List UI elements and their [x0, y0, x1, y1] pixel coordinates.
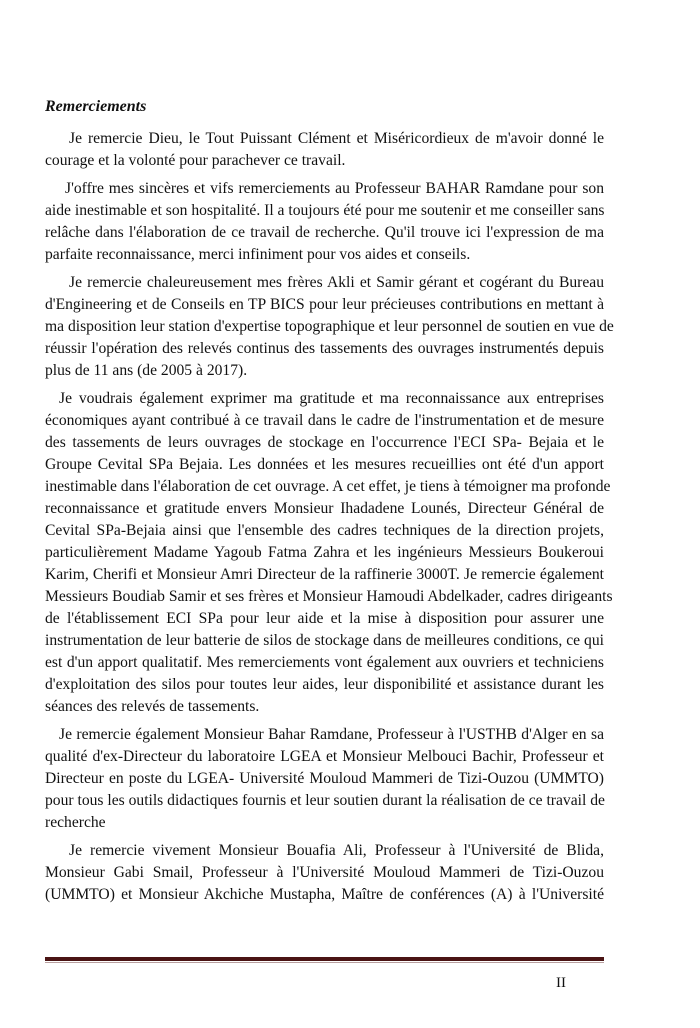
text-line: reconnaissance et gratitude envers Monsieur Ihadadene Lounés, Directeur Général de	[45, 500, 604, 517]
text-line: économiques ayant contribué à ce travail dans le cadre de l'instrumentation et de mesure	[45, 412, 604, 429]
text-line: (UMMTO) et Monsieur Akchiche Mustapha, Maître de conférences (A) à l'Université	[45, 886, 604, 903]
text-line: parfaite reconnaissance, merci infiniment pour vos aides et conseils.	[45, 246, 471, 263]
text-line: qualité d'ex-Directeur du laboratoire LGEA et Monsieur Melbouci Bachir, Professeur et	[45, 748, 604, 765]
text-line: est d'un apport qualitatif. Mes remerciements vont également aux ouvriers et techniciens	[45, 654, 604, 671]
footer-rule	[45, 957, 604, 961]
text-line: des tassements de leurs ouvrages de stockage en l'occurrence l'ECI SPa- Bejaia et le	[45, 434, 604, 451]
document-body	[45, 96, 614, 912]
paragraph	[45, 178, 604, 266]
text-line: courage et la volonté pour parachever ce travail.	[45, 152, 346, 169]
text-line: Karim, Cherifi et Monsieur Amri Directeur de la raffinerie 3000T. Je remercie également	[45, 566, 604, 583]
text-line: Je remercie chaleureusement mes frères Akli et Samir gérant et cogérant du Bureau	[69, 274, 604, 291]
text-line: pour tous les outils didactiques fournis et leur soutien durant la réalisation de ce travail de	[45, 792, 605, 809]
text-line: d'exploitation des silos pour toutes leur aides, leur disponibilité et assistance durant les	[45, 676, 604, 693]
text-line: J'offre mes sincères et vifs remerciements au Professeur BAHAR Ramdane pour son	[65, 180, 604, 197]
text-line: instrumentation de leur batterie de silos de stockage dans de meilleures conditions, ce qui	[45, 632, 604, 649]
text-line: de l'établissement ECI SPa pour leur aide et la mise à disposition pour assurer une	[45, 610, 604, 627]
text-line: séances des relevés de tassements.	[45, 698, 260, 715]
text-line: relâche dans l'élaboration de ce travail de recherche. Qu'il trouve ici l'expression de ma	[45, 224, 604, 241]
paragraphs	[45, 128, 614, 906]
text-line: plus de 11 ans (de 2005 à 2017).	[45, 362, 248, 379]
text-line: Je voudrais également exprimer ma gratitude et ma reconnaissance aux entreprises	[59, 390, 604, 407]
paragraph	[45, 840, 604, 906]
text-line: Je remercie vivement Monsieur Bouafia Ali, Professeur à l'Université de Blida,	[69, 842, 604, 859]
text-line: d'Engineering et de Conseils en TP BICS pour leur précieuses contributions en mettant à	[45, 296, 604, 313]
text-line: Cevital SPa-Bejaia ainsi que l'ensemble des cadres techniques de la direction projets,	[45, 522, 604, 539]
text-line: Je remercie Dieu, le Tout Puissant Clément et Miséricordieux de m'avoir donné le	[69, 130, 604, 147]
footer-rule-thin	[45, 962, 604, 963]
text-line: Directeur en poste du LGEA- Université Mouloud Mammeri de Tizi-Ouzou (UMMTO)	[45, 770, 604, 787]
paragraph	[45, 724, 604, 834]
paragraph	[45, 128, 604, 172]
paragraph	[45, 388, 613, 718]
text-line: réussir l'opération des relevés continus des tassements des ouvrages instrumentés depuis	[45, 340, 604, 357]
text-line: Groupe Cevital SPa Bejaia. Les données et les mesures recueillies ont été d'un apport	[45, 456, 604, 473]
text-line: Messieurs Boudiab Samir et ses frères et Monsieur Hamoudi Abdelkader, cadres dirigeants	[45, 588, 613, 605]
text-line: recherche	[45, 814, 106, 831]
text-line: inestimable dans l'élaboration de cet ouvrage. A cet effet, je tiens à témoigner ma profonde	[45, 478, 611, 495]
section-heading: Remerciements	[45, 98, 147, 115]
paragraph	[45, 272, 614, 382]
text-line: particulièrement Madame Yagoub Fatma Zahra et les ingénieurs Messieurs Boukeroui	[45, 544, 604, 561]
text-line: Je remercie également Monsieur Bahar Ramdane, Professeur à l'USTHB d'Alger en sa	[59, 726, 604, 743]
page-number: II	[556, 975, 566, 991]
text-line: aide inestimable et son hospitalité. Il a toujours été pour me soutenir et me conseiller sans	[45, 202, 605, 219]
text-line: Monsieur Gabi Smail, Professeur à l'Université Mouloud Mammeri de Tizi-Ouzou	[45, 864, 604, 881]
text-line: ma disposition leur station d'expertise topographique et leur personnel de soutien en vue de	[45, 318, 614, 335]
